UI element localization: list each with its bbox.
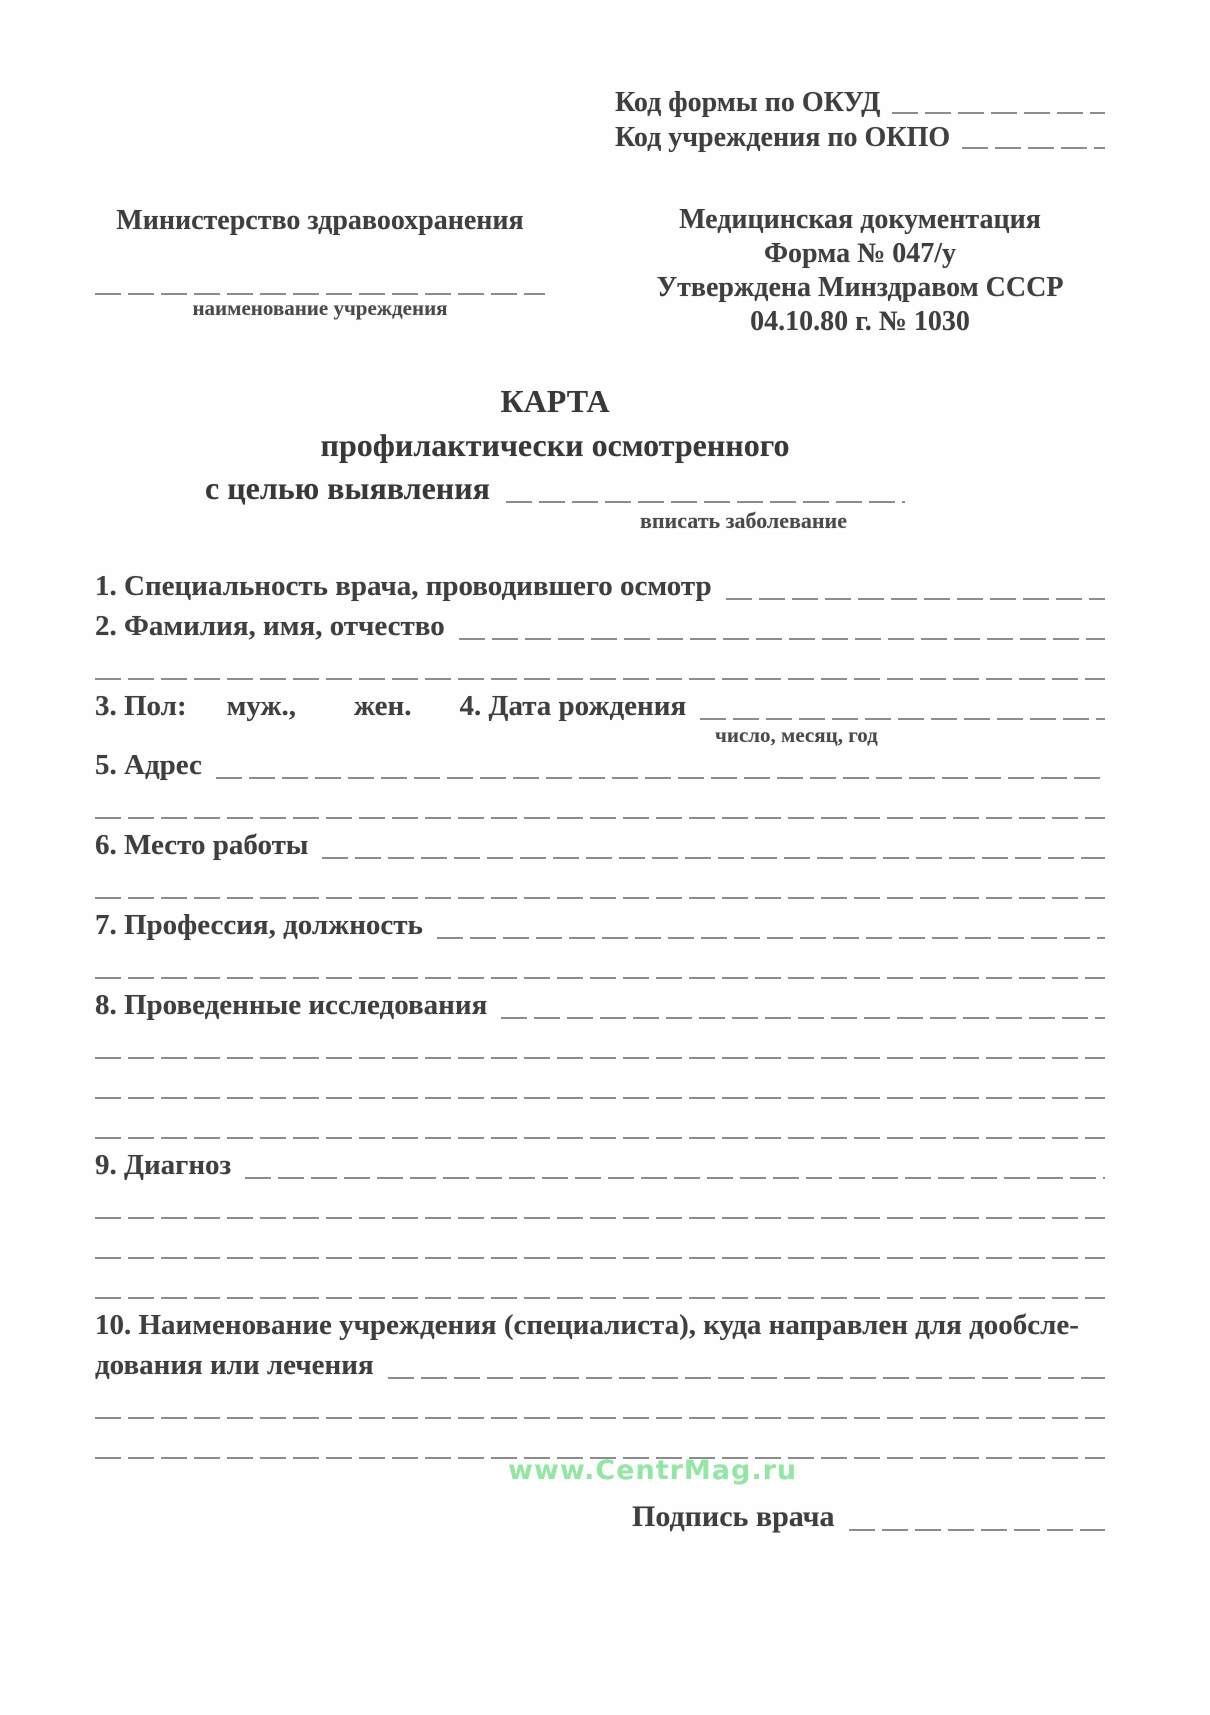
field-row-profession-continuation xyxy=(95,945,1105,985)
field-row-diagnosis-continuation-1 xyxy=(95,1185,1105,1225)
field-row-address-continuation xyxy=(95,785,1105,825)
doc-info-line-4: 04.10.80 г. № 1030 xyxy=(750,306,970,337)
field-row-referral-continuation-1 xyxy=(95,1385,1105,1425)
sex-option-male[interactable]: муж., xyxy=(226,690,297,722)
diagnosis-label: 9. Диагноз xyxy=(95,1149,232,1181)
okud-row xyxy=(615,85,1105,120)
sex-label: 3. Пол: xyxy=(95,690,187,722)
form-title xyxy=(95,379,1015,533)
workplace-label: 6. Место работы xyxy=(95,829,309,861)
institution-name-field[interactable] xyxy=(95,293,545,295)
birthdate-caption: число, месяц, год xyxy=(715,723,878,747)
sex-option-female[interactable]: жен. xyxy=(354,690,412,722)
birthdate-label: 4. Дата рождения xyxy=(459,690,687,722)
field-row-diagnosis-continuation-3 xyxy=(95,1265,1105,1305)
profession-label: 7. Профессия, должность xyxy=(95,909,423,941)
doc-info-line-1: Медицинская документация xyxy=(679,204,1041,235)
field-row-profession xyxy=(95,905,1105,945)
doc-info-line-2: Форма № 047/у xyxy=(764,238,956,269)
institution-caption: наименование учреждения xyxy=(192,296,448,320)
centrmag-watermark: www.CentrMag.ru xyxy=(508,1455,798,1486)
doc-info-block xyxy=(615,203,1105,339)
field-row-examinations-continuation-3 xyxy=(95,1105,1105,1145)
field-row-specialty xyxy=(95,566,1105,606)
header-columns xyxy=(95,203,1105,339)
ministry-title: Министерство здравоохранения xyxy=(116,205,524,236)
title-line-1: КАРТА xyxy=(500,383,610,419)
purpose-label: с целью выявления xyxy=(205,470,490,506)
signature-row xyxy=(95,1497,1105,1537)
form-fields xyxy=(95,566,1105,1537)
field-row-diagnosis xyxy=(95,1145,1105,1185)
field-row-workplace xyxy=(95,825,1105,865)
title-line-2: профилактически осмотренного xyxy=(320,427,790,463)
okpo-label: Код учреждения по ОКПО xyxy=(615,122,951,153)
field-row-fio xyxy=(95,606,1105,646)
title-line-3 xyxy=(95,467,1015,509)
field-row-address xyxy=(95,745,1105,785)
fio-label: 2. Фамилия, имя, отчество xyxy=(95,610,445,642)
field-row-workplace-continuation xyxy=(95,865,1105,905)
okud-label: Код формы по ОКУД xyxy=(615,87,881,118)
address-label: 5. Адрес xyxy=(95,749,202,781)
field-row-examinations xyxy=(95,985,1105,1025)
field-row-referral-text xyxy=(95,1305,1105,1345)
signature-label: Подпись врача xyxy=(632,1500,835,1533)
field-row-examinations-continuation-1 xyxy=(95,1025,1105,1065)
field-row-diagnosis-continuation-2 xyxy=(95,1225,1105,1265)
referral-label-line-2: дования или лечения xyxy=(95,1349,374,1381)
specialty-label: 1. Специальность врача, проводившего осмотр xyxy=(95,570,712,602)
ministry-block xyxy=(95,203,545,339)
doc-info-line-3: Утверждена Минздравом СССР xyxy=(656,272,1064,303)
field-row-sex-birthdate xyxy=(95,686,1105,726)
field-row-examinations-continuation-2 xyxy=(95,1065,1105,1105)
referral-label-line-1: 10. Наименование учреждения (специалиста), куда направлен для дообсле- xyxy=(95,1309,1079,1341)
field-row-fio-continuation xyxy=(95,646,1105,686)
okpo-row xyxy=(615,120,1105,155)
field-row-referral xyxy=(95,1345,1105,1385)
disease-caption: вписать заболевание xyxy=(640,508,848,533)
header-codes xyxy=(615,85,1105,155)
examinations-label: 8. Проведенные исследования xyxy=(95,989,488,1021)
